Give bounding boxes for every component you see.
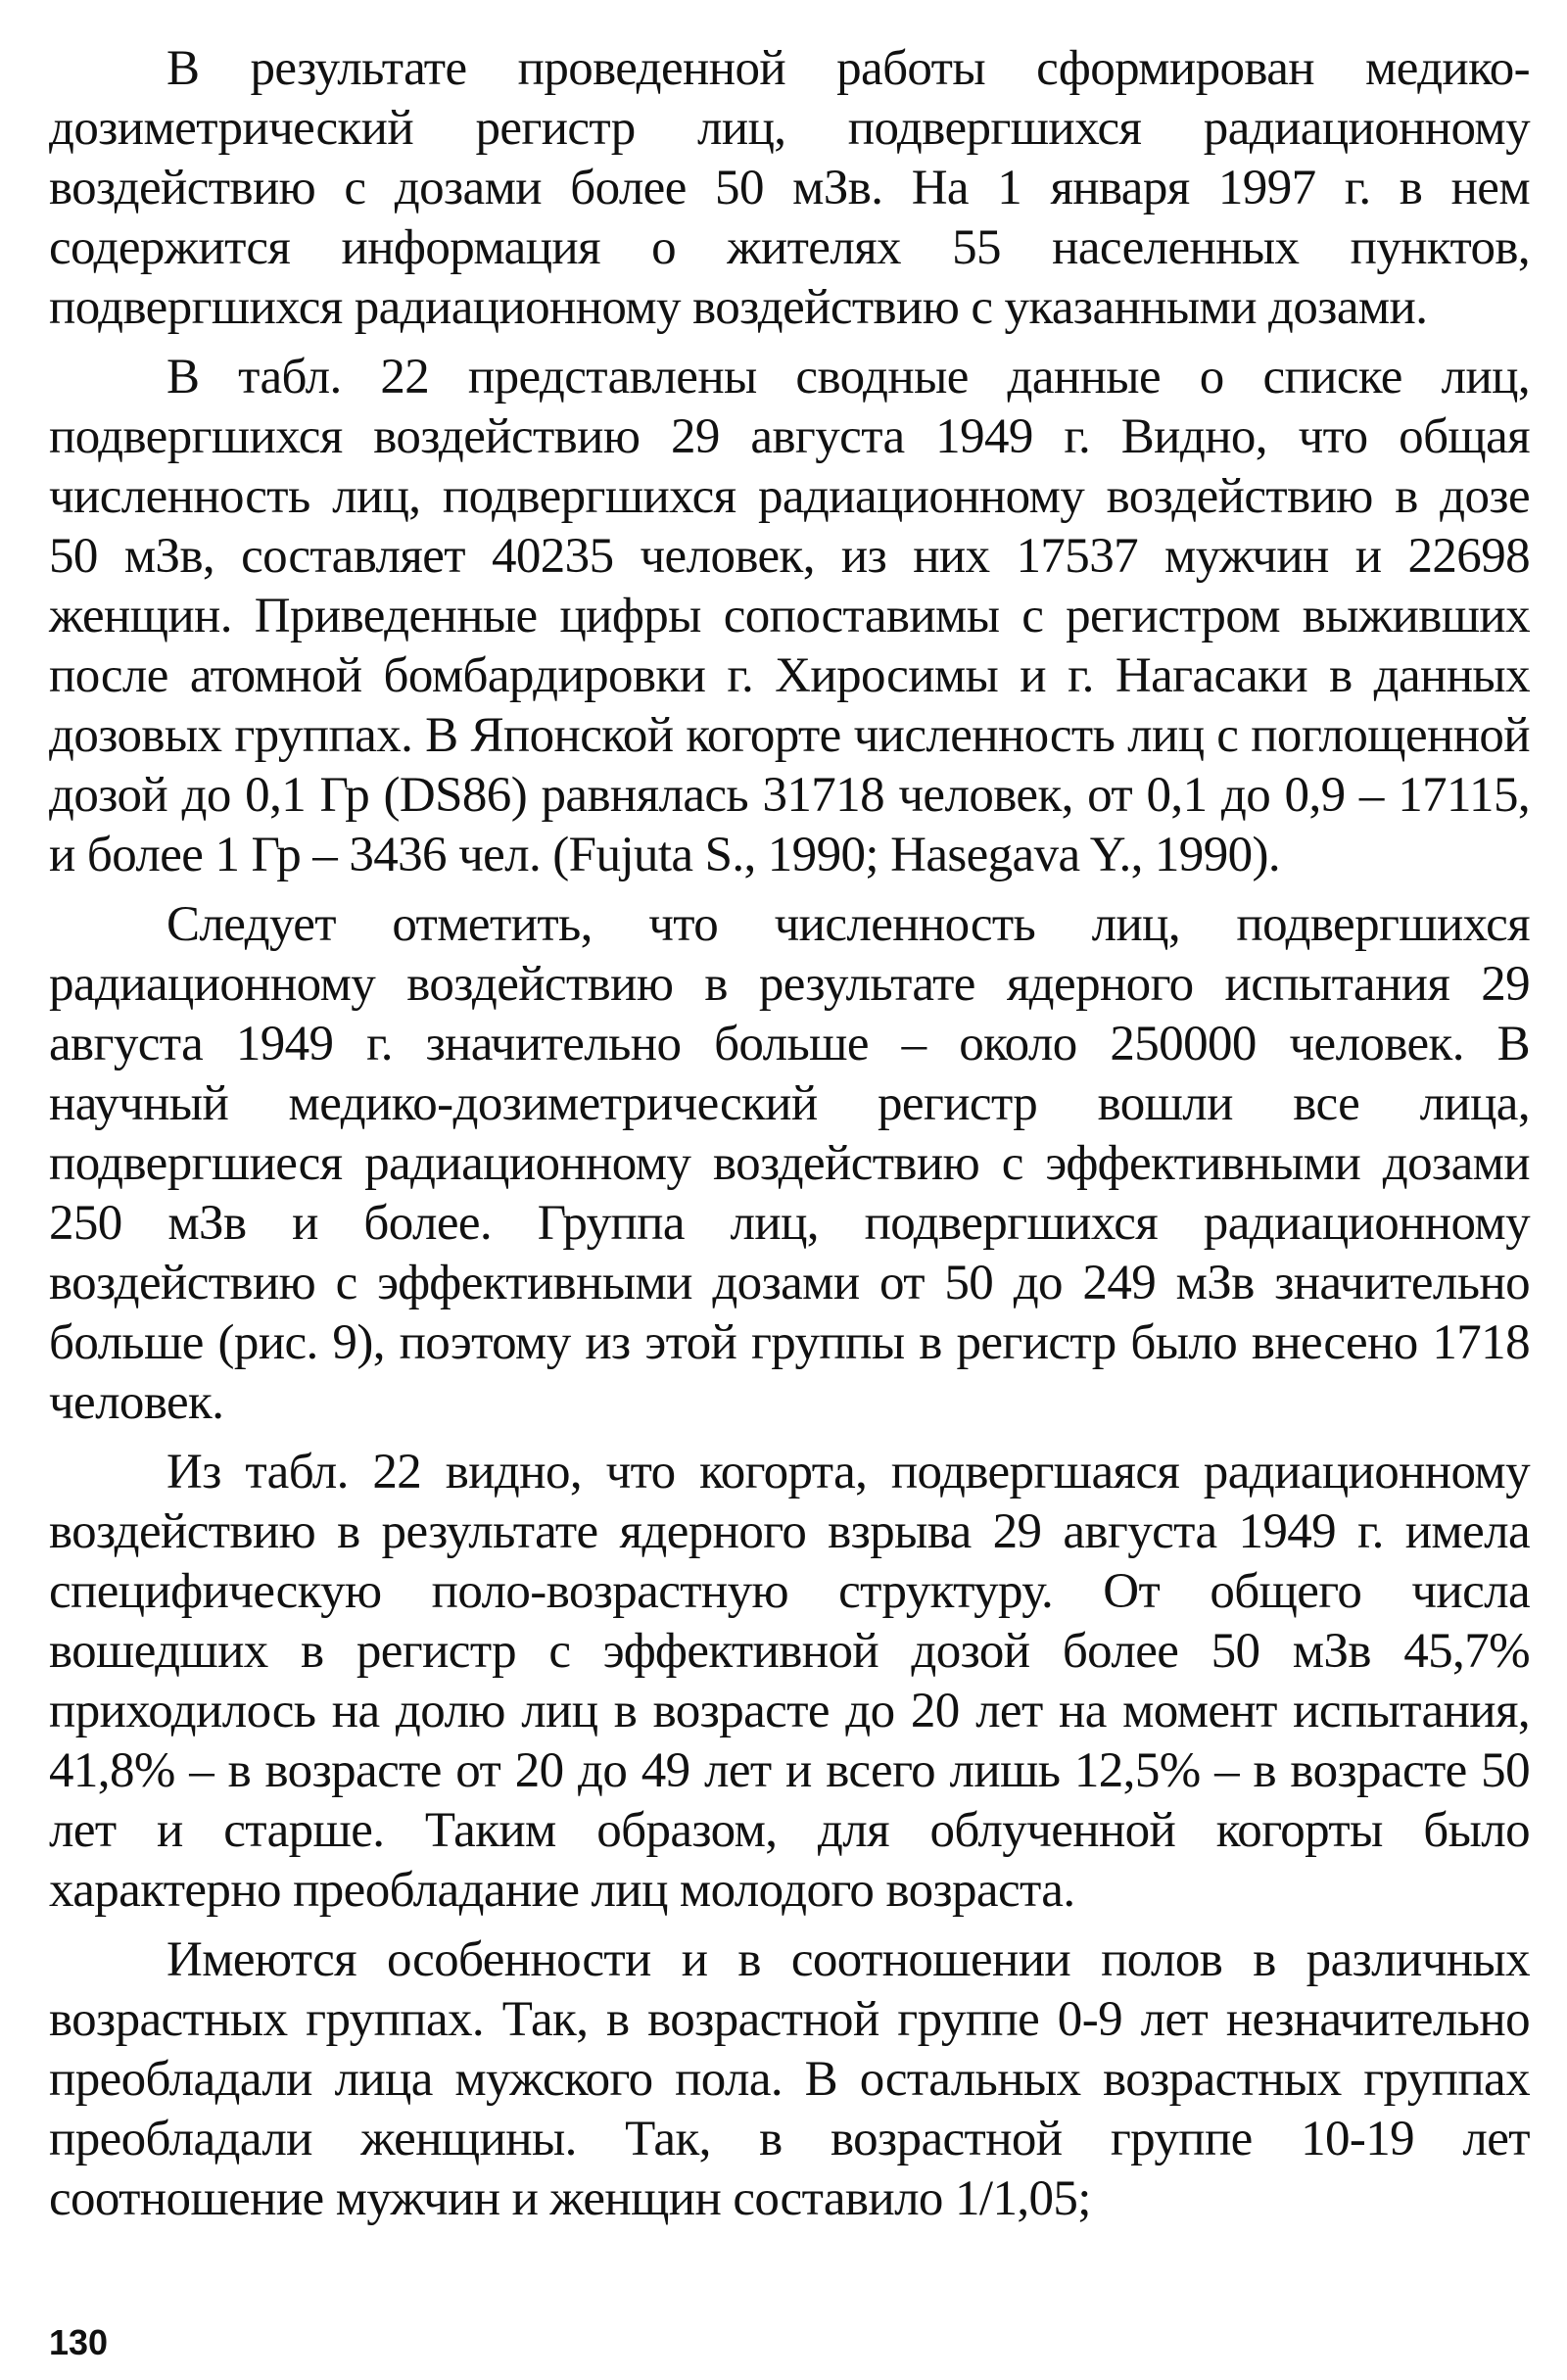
paragraph-5: Имеются особенности и в соотношении полов в различных возрастных группах. Так, в возрастной группе 0-9 лет незначительно преобладали лица мужского пола. В остальных возрастных группах преобладали женщины. Так, в возрастной группе 10-19 лет соотношение мужчин и женщин составило 1/1,05; (49, 1932, 1530, 2226)
paragraph-3: Следует отметить, что численность лиц, подвергшихся радиационному воздействию в результате ядерного испытания 29 августа 1949 г. значительно больше – около 250000 человек. В научный медико-дозиметрический регистр вошли все лица, подвергшиеся радиационному воздействию с эффективными дозами 250 мЗв и более. Группа лиц, подвергшихся радиационному воздействию с эффективными дозами от 50 до 249 мЗв значительно больше (рис. 9), поэтому из этой группы в регистр было внесено 1718 человек. (49, 897, 1530, 1430)
page-number: 130 (49, 2322, 109, 2362)
document-page (49, 39, 1530, 2331)
paragraph-1: В результате проведенной работы сформирован медико-дозиметрический регистр лиц, подвергшихся радиационному воздействию с дозами более 50 мЗв. На 1 января 1997 г. в нем содержится информация о жителях 55 населенных пунктов, подвергшихся радиационному воздействию с указанными дозами. (49, 41, 1530, 335)
paragraph-2: В табл. 22 представлены сводные данные о списке лиц, подвергшихся воздействию 29 августа 1949 г. Видно, что общая численность лиц, подвергшихся радиационному воздействию в дозе 50 мЗв, составляет 40235 человек, из них 17537 мужчин и 22698 женщин. Приведенные цифры сопоставимы с регистром выживших после атомной бомбардировки г. Хиросимы и г. Нагасаки в данных дозовых группах. В Японской когорте численность лиц с поглощенной дозой до 0,1 Гр (DS86) равнялась 31718 человек, от 0,1 до 0,9 – 17115, и более 1 Гр – 3436 чел. (Fujuta S., 1990; Hasegava Y., 1990). (49, 350, 1530, 882)
paragraph-4: Из табл. 22 видно, что когорта, подвергшаяся радиационному воздействию в результате ядерного взрыва 29 августа 1949 г. имела специфическую поло-возрастную структуру. От общего числа вошедших в регистр с эффективной дозой более 50 мЗв 45,7% приходилось на долю лиц в возрасте до 20 лет на момент испытания, 41,8% – в возрасте от 20 до 49 лет и всего лишь 12,5% – в возрасте 50 лет и старше. Таким образом, для облученной когорты было характерно преобладание лиц молодого возраста. (49, 1445, 1530, 1918)
